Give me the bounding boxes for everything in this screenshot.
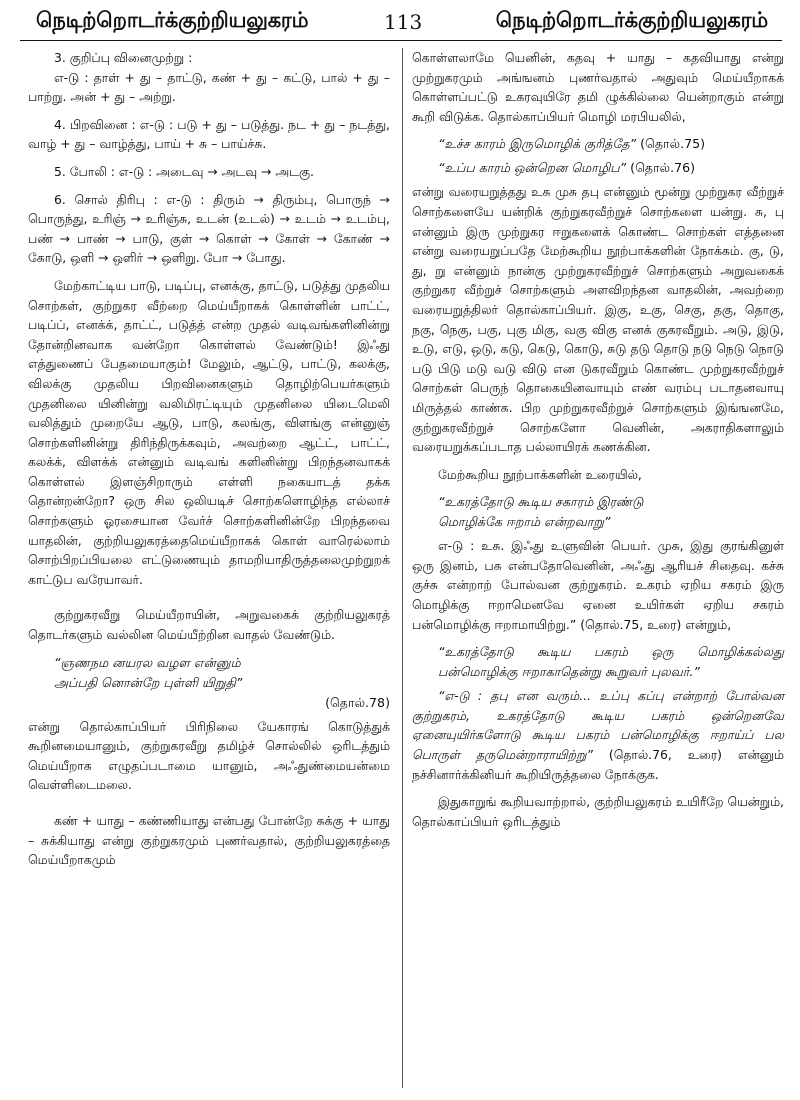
left-paragraph-2: குற்றுகரவீறு மெய்யீறாயின், அறுவகைக் குற்றியலுகரத் தொடர்களும் வல்லின மெய்யீற்றின வாதல் வேண்டும். (28, 607, 390, 643)
running-header (14, 6, 786, 44)
right-paragraph-3: மேற்கூறிய நூற்பாக்களின் உரையில், (438, 466, 642, 482)
right-paragraph-5: இதுகாறுங் கூறியவாற்றால், குற்றியலுகரம் உயிரீறே யென்றும், தொல்காப்பியர் ஒரிடத்தும் (412, 794, 784, 829)
quote5-text: “எ-டு : தபு என வரும்... உப்பு கப்பு என்றாற் போல்வன குற்றுகரம், உகரத்தோடு கூடிய பகரம் ஒன்றெனவே ஏனையுயிர்களோடு கூடிய பகரம் பன்மொழிக்கு ஈறாய்ப் பல பொருள் தருமென்றாராயிற்று” (412, 688, 784, 763)
item5: 5. போலி : எ-டு : அடைவு → அடவு → அடகு. (54, 163, 314, 179)
item3-title: 3. குறிப்பு வினைமுற்று : (54, 50, 193, 65)
header-rule (20, 40, 782, 41)
quote2-ref: (தொல்.76) (630, 160, 696, 176)
quote1-ref: (தொல்.75) (640, 136, 706, 152)
verse1-line2: அப்பதி னொன்றே புள்ளி யிறுதி” (54, 674, 243, 690)
quote-1 (412, 134, 784, 154)
right-paragraph-1: கொள்ளலாமே யெனின், கதவு + யாது – கதவியாது என்று முற்றுகரமும் அங்ஙனம் புணர்வதால் அதுவும் மெய்யீறாகக் கொள்ளப்பட்டு உகரவுயிரே தமி ழுக்கில்லை யென்றாகும் என்று கூறி விடுக்க. தொல்காப்பியர் மொழி மரபியலில், (412, 50, 784, 124)
quote5-tail: (தொல்.76, உரை) என்னும் நச்சினார்க்கினியர் கூறியிருத்தலை நோக்குக. (412, 747, 784, 782)
item4: 4. பிறவினை : எ-டு : படு + து – படுத்து. நட + து – நடத்து, வாழ் + து – வாழ்த்து, பாய் + சு – பாய்ச்சு. (28, 116, 390, 152)
verse1-ref: (தொல்.78) (325, 694, 390, 710)
item6: 6. சொல் திரிபு : எ-டு : திரும் → திரும்பு, பொருந் → பொருந்து, உரிஞ் → உரிஞ்சு, உடன் (உடல்) → உடம் → உடம்பு, பண் → பாண் → பாடு, குள் → கொள் → கோள் → கோண் → கோடு, ஒளி → ஒளிர் → ஒளிறு. போ → போது. (28, 191, 390, 266)
quote-3 (412, 492, 784, 532)
left-column (28, 48, 390, 870)
two-column-body (28, 48, 782, 1088)
quote3-line1: “உகரத்தோடு கூடிய சகாரம் இரண்டு (438, 494, 644, 510)
column-divider (402, 48, 403, 1088)
quote-4: “உகரத்தோடு கூடிய பகரம் ஒரு மொழிக்கல்லது பன்மொழிக்கு ஈறாகாதென்று கூறுவர் புலவர்.” (438, 644, 784, 680)
item3-body: எ-டு : தாள் + து – தாட்டு, கண் + து – கட்டு, பால் + து – பாற்று. அன் + து – அற்று. (28, 69, 390, 105)
right-paragraph-2: என்று வரையறுத்தது உசு முசு தபு என்னும் மூன்று முற்றுகர வீற்றுச் சொற்களையே யன்றிக் குற்றுகரவீற்றுச் சொற்களை யன்று. சு, பு என்னும் இரு முற்றுகர ஈறுகளைக் கொண்ட சொற்கள் எத்தனை என்று வரையறுப்பதே மேற்கூறிய நூற்பாக்களின் நோக்கம். கு, டு, து, று என்னும் நான்கு முற்றுகரவீற்றுச் சொற்களும் அறுவகைக் குற்றுகர வீற்றுச் சொற்களும் அளவிறந்தன வாதலின், அவற்றை வரையறுத்திலர் தொல்காப்பியர். இகு, உகு, செகு, தகு, தொகு, நகு, நெகு, பகு, புகு மிகு, வகு விகு எனக் குகரவீறும். அடு, இடு, உடு, எடு, ஒடு, கடு, கெடு, கொடு, சுடு தடு தொடு நடு நெடு நொடு படு பிடு மடு வடு விடு என டுகரவீறும் கொண்ட முற்றுகரவீற்றுச் சொற்கள் பெருந் தொகையினவாயும் எண் வரம்பு படாதனவாயு மிருத்தல் காண்க. பிற முற்றுகரவீற்றுச் சொற்களும் இங்ஙனமே, குற்றுகரவீற்றுச் சொற்களோ வெனின், அகராதிகளாலும் வரையறுக்கப்படாத பல்லாயிரக் கணக்கின. (412, 184, 784, 455)
left-paragraph-1: மேற்காட்டிய பாடு, படிப்பு, எனக்கு, தாட்டு, படுத்து முதலிய சொற்கள், குற்றுகர வீற்றை மெய்யீறாகக் கொள்ளின் பாட்ட், படிப்ப், எனக்க், தாட்ட், படுத்த் என்ற முதல் வடிவங்களினின்று தோன்றினவாக வன்றோ கொள்ளல் வேண்டும்! இஃது எத்துணைப் பேதமையாகும்! மேலும், ஆட்டு, பாட்டு, கலக்கு, விலக்கு முதலிய பிறவினைகளும் தொழிற்பெயர்களும் முதனிலை யினின்று வலிமிரட்டியும் முதனிலை யிடைமெலி வலித்தும் முறையே ஆடு, பாடு, கலங்கு, விளங்கு என்னுஞ் சொற்களினின்று திரிந்திருக்கவும், அவற்றை ஆட்ட், பாட்ட், கலக்க், விளக்க் என்னும் வடிவங் களினின்று பிறந்தனவாகக் கொள்ளல் இளஞ்சிறாரும் எள்ளி நகையாடத் தக்க தொன்றன்றோ? ஒரு சில ஒலியடிச் சொற்களொழிந்த எல்லாச் சொற்களும் ஓரசையான வேர்ச் சொற்களினின்றே பிறந்தவை யாதலின், குற்றியலுகரத்தைமெய்யீறாகக் கொள் வாரெல்லாம் சொற்பிறப்பியலை எட்டுணையும் தாமறியாதிருத்தலைமுற்றுறக் காட்டுப வரேயாவர். (28, 277, 390, 587)
quote-2 (412, 158, 784, 178)
left-paragraph-3: என்று தொல்காப்பியர் பிரிநிலை யேகாரங் கொடுத்துக் கூறினமையானும், குற்றுகரவீறு தமிழ்ச் சொல்லில் ஒரிடத்தும் மெய்யீறாக எழுதப்படாமை யானும், அஃதுண்மையன்மை வெள்ளிடைமலை. (28, 718, 390, 793)
right-column (412, 48, 784, 831)
left-paragraph-4: கண் + யாது – கண்ணியாது என்பது போன்றே சுக்கு + யாது – சுக்கியாது என்று குற்றுகரமும் புணர்வதால், குற்றியலுகரத்தை மெய்யீறாகமும் (28, 813, 390, 868)
header-left-title: நெடிற்றொடர்க்குற்றியலுகரம் (36, 8, 309, 32)
header-right-title: நெடிற்றொடர்க்குற்றியலுகரம் (495, 8, 768, 32)
quote1-text: “உச்ச காரம் இருமொழிக் குரித்தே” (438, 136, 637, 152)
quote-5 (412, 686, 784, 784)
quote2-text: “உப்ப காரம் ஒன்றென மொழிப” (438, 160, 627, 176)
quote3-line2: மொழிக்கே ஈறாம் என்றவாறு” (438, 514, 611, 530)
page-number: 113 (384, 10, 423, 34)
verse-block-1 (28, 653, 390, 713)
right-paragraph-4: எ-டு : உசு. இஃது உளுவின் பெயர். முசு, இது குரங்கினுள் ஒரு இனம், பசு என்பதோவெனின், அஃது ஆரியச் சிதைவு. கச்சு குச்சு என்றாற் போல்வன குற்றுகரம். உகரம் ஏறிய சகரம் இரு மொழிக்கு ஈறாமெனவே ஏனை உயிர்கள் ஏறிய சகரம் பன்மொழிக்கு ஈறாமாயிற்று.” (தொல்.75, உரை) என்றும், (412, 538, 784, 632)
verse1-line1: “ஞணநம னயரல வழள என்னும் (54, 654, 241, 670)
